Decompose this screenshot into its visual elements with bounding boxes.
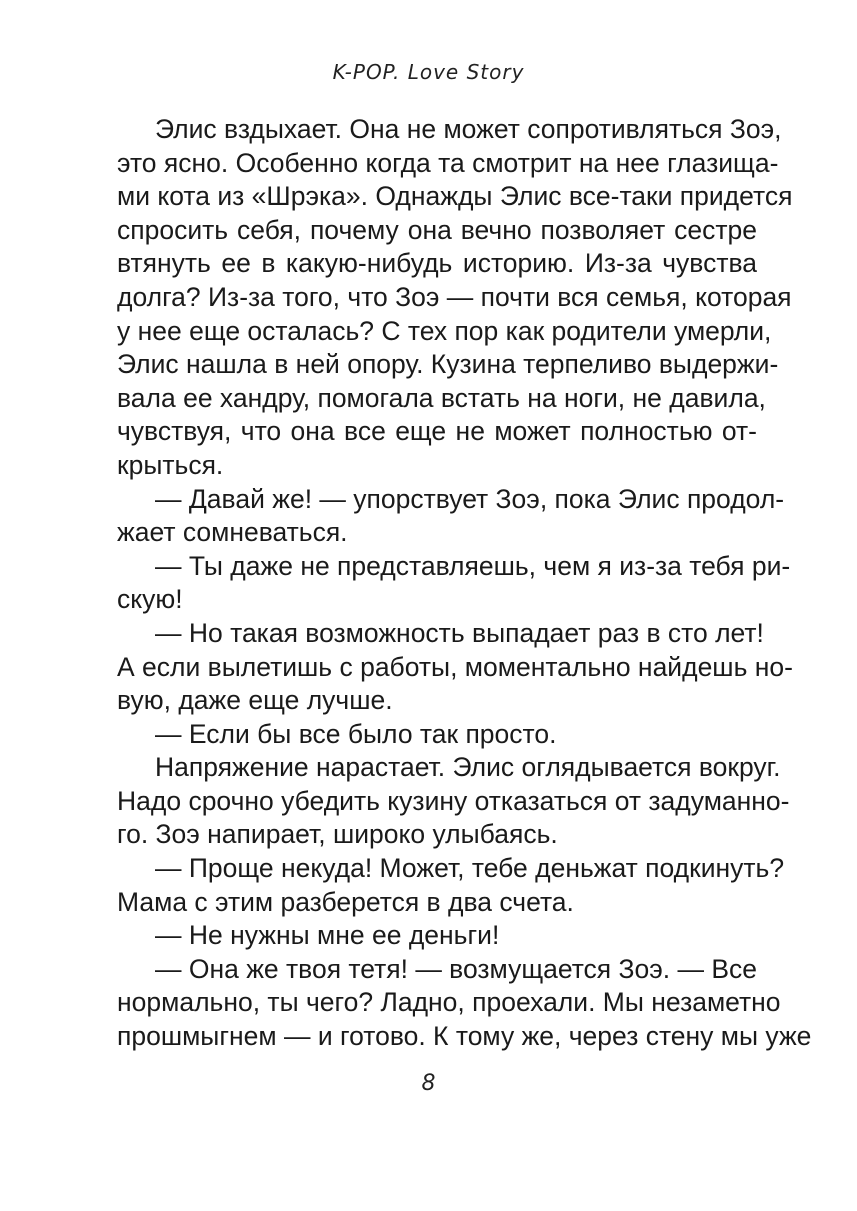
text-line: спросить себя, почему она вечно позволяет сестре	[117, 214, 757, 245]
text-line: долга? Из-за того, что Зоэ — почти вся семья, которая	[117, 281, 792, 312]
text-line: втянуть ее в какую-нибудь историю. Из-за чувства	[117, 248, 757, 279]
text-line: это ясно. Особенно когда та смотрит на нее глазища-	[117, 147, 779, 178]
text-line: вала ее хандру, помогала встать на ноги, не давила,	[117, 382, 766, 413]
text-line: жает сомневаться.	[117, 517, 348, 548]
text-line: — Она же твоя тетя! — возмущается Зоэ. — Все	[155, 953, 758, 984]
text-line: скую!	[117, 584, 183, 615]
text-line: Надо срочно убедить кузину отказаться от задуманно-	[117, 785, 790, 816]
text-line: — Давай же! — упорствует Зоэ, пока Элис продол-	[155, 483, 785, 514]
text-line: — Если бы все было так просто.	[155, 718, 557, 749]
text-line: прошмыгнем — и готово. К тому же, через стену мы уже	[117, 1021, 812, 1052]
text-line: — Проще некуда! Может, тебе деньжат подкинуть?	[155, 853, 785, 884]
running-title: K-POP. Love Story	[332, 60, 525, 84]
text-line: у нее еще осталась? С тех пор как родители умерли,	[117, 315, 772, 346]
text-line: чувствуя, что она все еще не может полностью от-	[117, 416, 757, 447]
text-line: вую, даже еще лучше.	[117, 685, 393, 716]
text-line: го. Зоэ напирает, широко улыбаясь.	[117, 819, 558, 850]
text-line: Напряжение нарастает. Элис оглядывается вокруг.	[155, 752, 781, 783]
text-line: крыться.	[117, 449, 224, 480]
page-number: 8	[421, 1071, 436, 1096]
text-line: нормально, ты чего? Ладно, проехали. Мы незаметно	[117, 987, 781, 1018]
text-line: — Не нужны мне ее деньги!	[155, 920, 500, 951]
body-text	[117, 113, 812, 1054]
text-line: Элис нашла в ней опору. Кузина терпеливо выдержи-	[117, 349, 779, 380]
text-line: А если вылетишь с работы, моментально найдешь но-	[117, 651, 793, 682]
text-line: Мама с этим разберется в два счета.	[117, 886, 574, 917]
text-line: ми кота из «Шрэка». Однажды Элис все-таки придется	[117, 181, 793, 212]
text-line: Элис вздыхает. Она не может сопротивляться Зоэ,	[155, 114, 782, 144]
text-line: — Но такая возможность выпадает раз в сто лет!	[155, 617, 764, 648]
text-line: — Ты даже не представляешь, чем я из-за тебя ри-	[155, 550, 791, 581]
